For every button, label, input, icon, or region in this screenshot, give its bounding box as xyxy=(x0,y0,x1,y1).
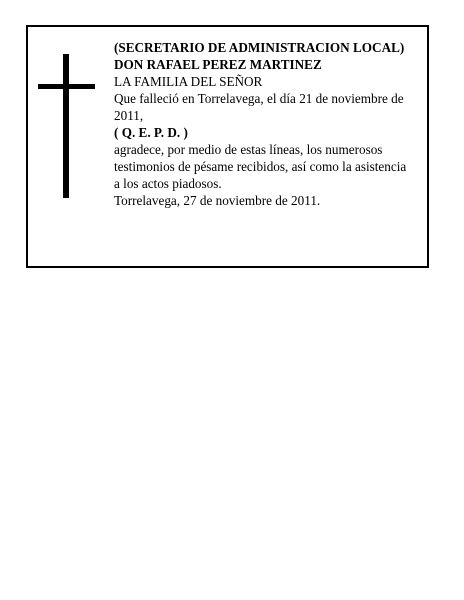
cross-horizontal-bar xyxy=(38,84,95,89)
family-line: LA FAMILIA DEL SEÑOR xyxy=(114,74,263,89)
thanks-line-1: agradece, por medio de estas líneas, los numerosos xyxy=(114,142,383,157)
thanks-line-2: testimonios de pésame recibidos, así como la asistencia xyxy=(114,159,407,174)
deceased-name: DON RAFAEL PEREZ MARTINEZ xyxy=(114,57,322,72)
death-line-1: Que falleció en Torrelavega, el día 21 de noviembre de xyxy=(114,91,404,106)
obituary-text xyxy=(114,39,422,209)
rip-line: ( Q. E. P. D. ) xyxy=(114,125,188,140)
death-line-2: 2011, xyxy=(114,108,144,123)
thanks-line-3: a los actos piadosos. xyxy=(114,176,222,191)
place-date-line: Torrelavega, 27 de noviembre de 2011. xyxy=(114,193,321,208)
position-line: (SECRETARIO DE ADMINISTRACION LOCAL) xyxy=(114,40,405,55)
cross-vertical-bar xyxy=(63,54,69,198)
